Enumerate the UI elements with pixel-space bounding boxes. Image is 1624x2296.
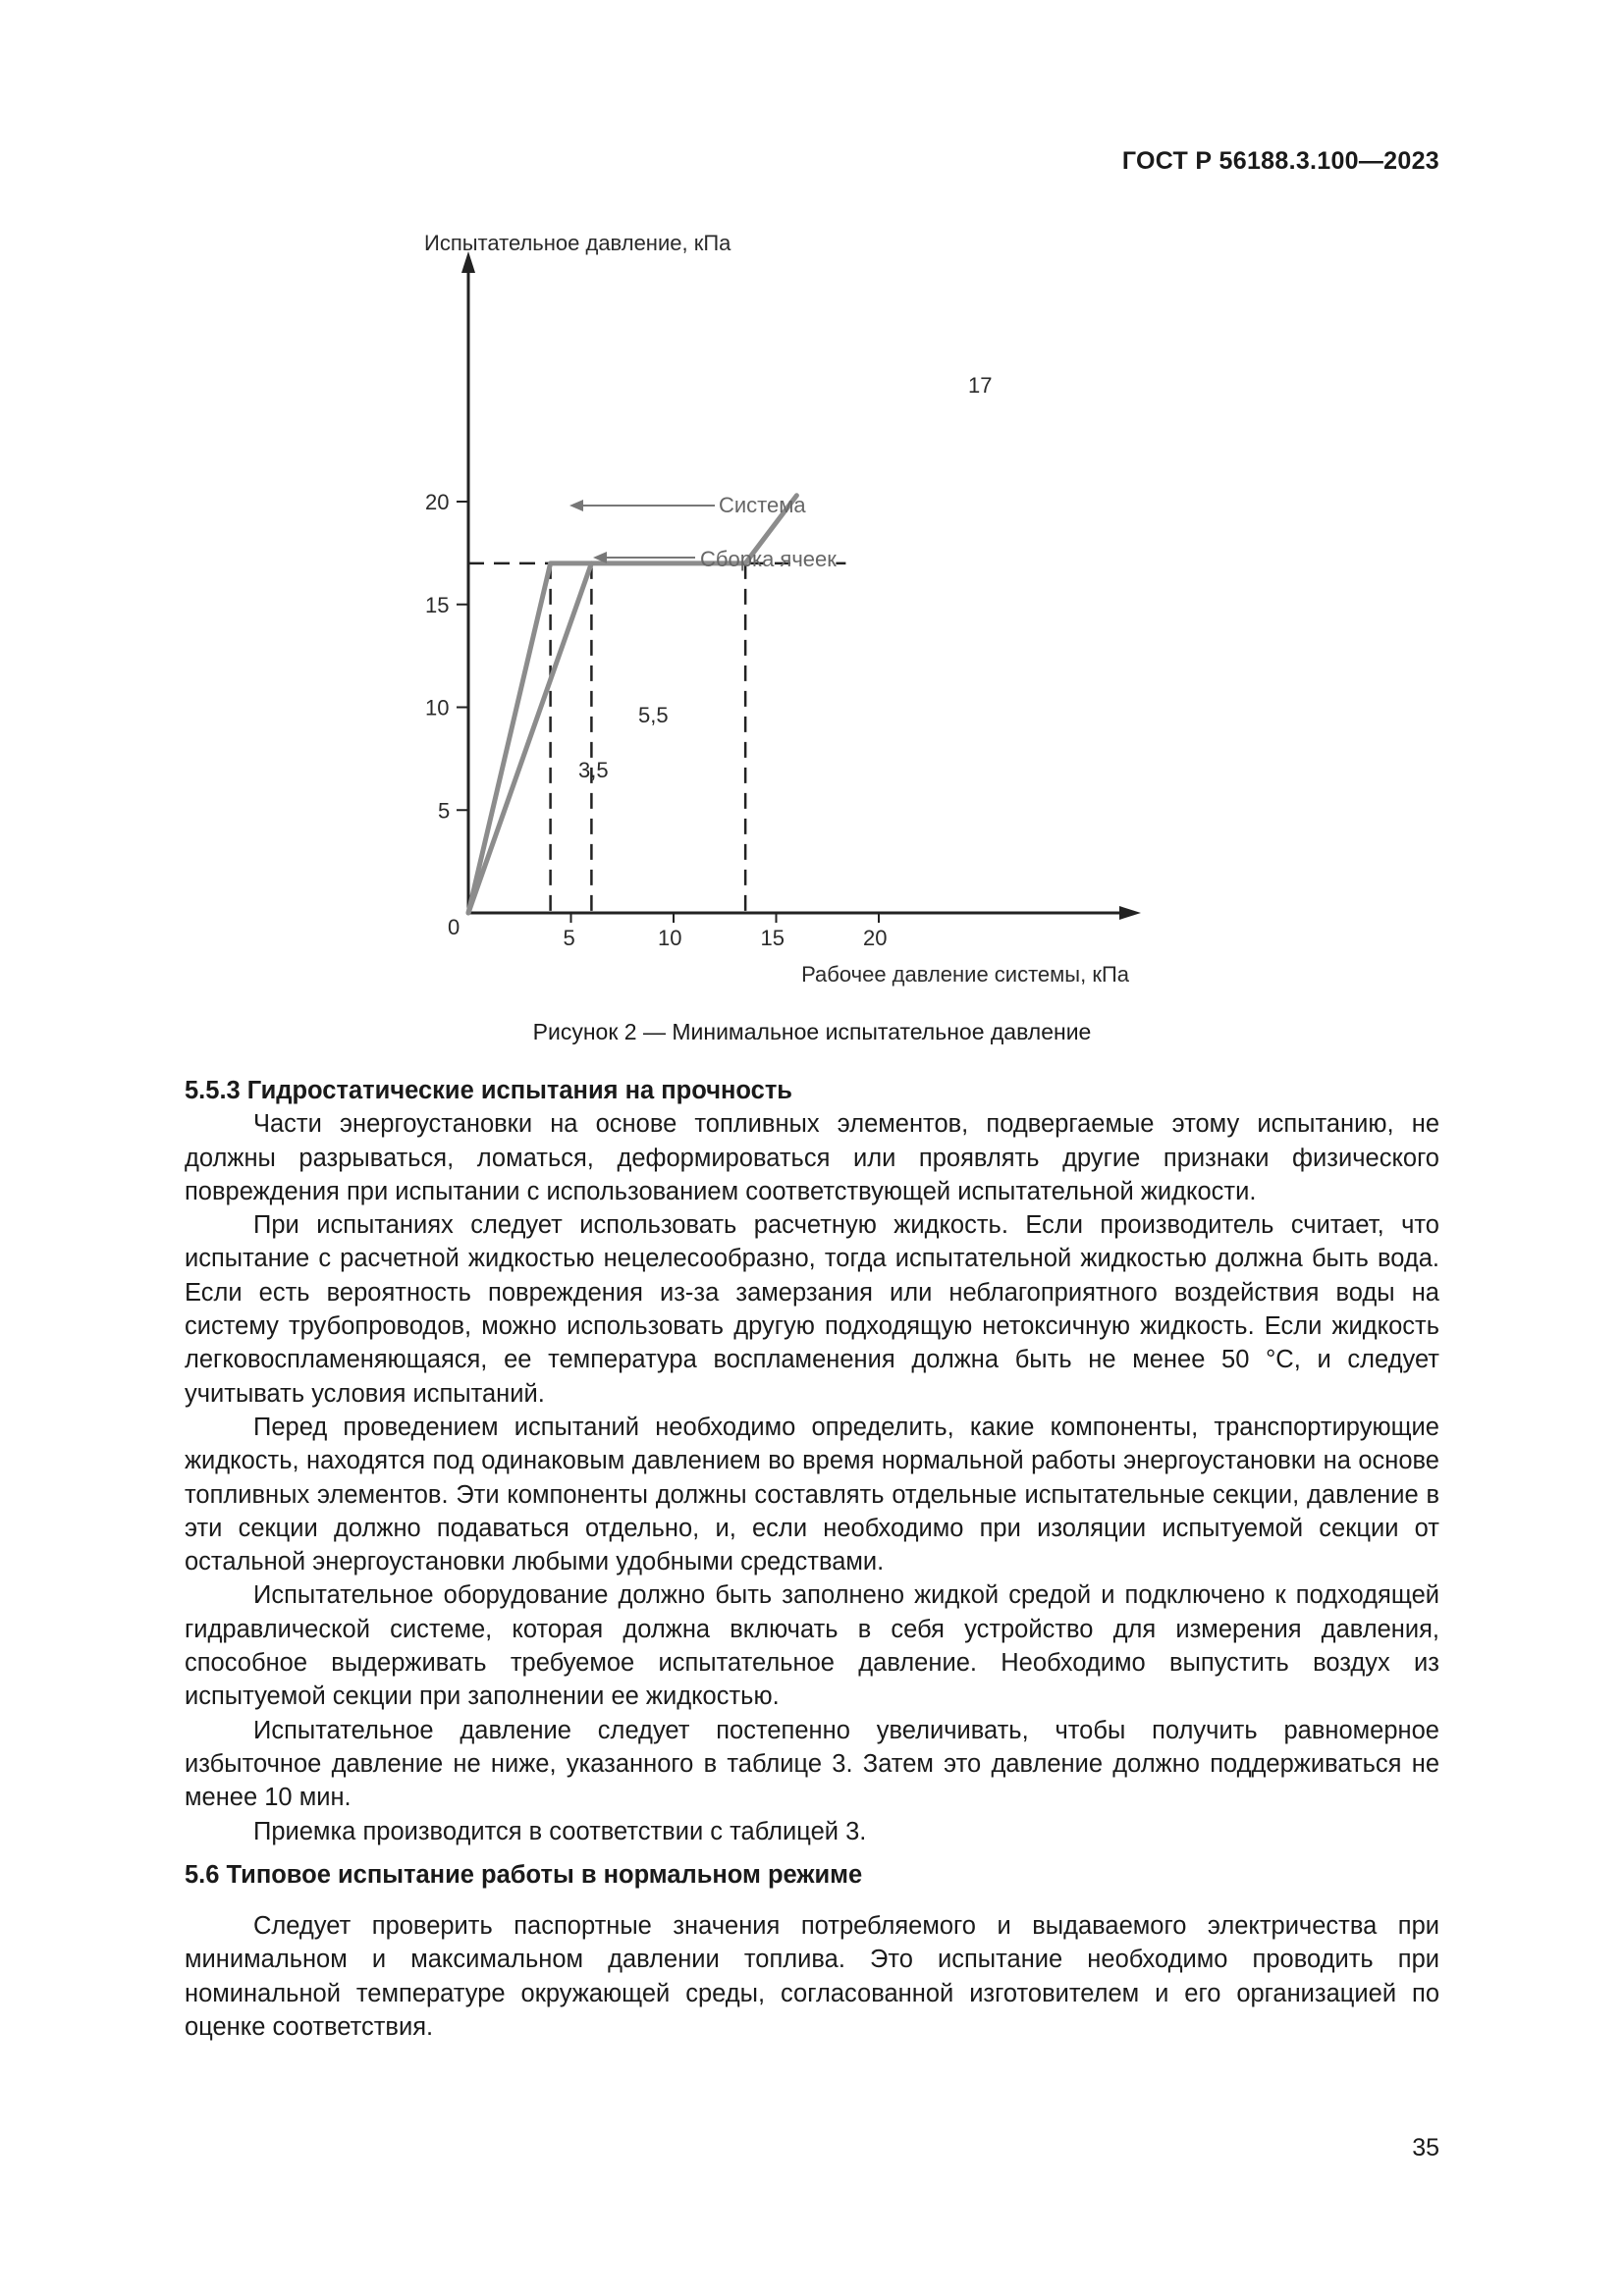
level-17-label: 17 — [968, 373, 993, 398]
document-code: ГОСТ Р 56188.3.100—2023 — [1121, 147, 1439, 175]
x-tick-label: 5 — [563, 926, 575, 950]
origin-label: 0 — [448, 915, 460, 939]
figure-caption: Рисунок 2 — Минимальное испытательное давление — [532, 1019, 1092, 1044]
y-tick-label: 20 — [425, 490, 450, 514]
section-5-5-3-paragraph: При испытаниях следует использовать расчетную жидкость. Если производитель считает, что испытание с расчетной жидкостью нецелесообразно, тогда испытательной жидкостью должна быть вода. Если есть вероятность повреждения из-за замерзания или неблагоприятного воздействия воды на систему трубопроводов, можно использовать другую подходящую нетоксичную жидкость. Если жидкость легковоспламеняющаяся, ее температура воспламенения должна быть не менее 50 °С, и следует учитывать условия испытаний. — [185, 1211, 1439, 1408]
y-tick-label: 15 — [425, 592, 450, 617]
section-5-5-3-paragraph: Части энергоустановки на основе топливных элементов, подвергаемые этому испытанию, не должны разрываться, ломаться, деформироваться или проявлять другие признаки физического повреждения при испытании с использованием соответствующей испытательной жидкости. — [185, 1110, 1439, 1205]
pressure-chart — [0, 0, 1624, 1011]
section-5-6-heading: 5.6 Типовое испытание работы в нормальном режиме — [185, 1860, 863, 1889]
section-5-5-3-paragraph: Испытательное давление следует постепенно увеличивать, чтобы получить равномерное избыточное давление не ниже, указанного в таблице 3. Затем это давление должно поддерживаться не менее 10 мин. — [185, 1716, 1439, 1812]
section-5-5-3-paragraph: Перед проведением испытаний необходимо определить, какие компоненты, транспортирующие жидкость, находятся под одинаковым давлением во время нормальной работы энергоустановки на основе топливных элементов. Эти компоненты должны составлять отдельные испытательные секции, давление в эти секции должно подаваться отдельно, и, если необходимо при изоляции испытуемой секции от остальной энергоустановки любыми удобными средствами. — [185, 1413, 1439, 1576]
legend-system-label: Система — [719, 493, 806, 517]
x-axis-arrow — [1119, 906, 1141, 920]
section-5-6-paragraph: Следует проверить паспортные значения потребляемого и выдаваемого электричества при минимальном и максимальном давлении топлива. Это испытание необходимо проводить при номинальной температуре окружающей среды, согласованной изготовителем и его организацией по оценке соответствия. — [185, 1912, 1439, 2042]
y-tick-label: 10 — [425, 695, 450, 721]
y-axis-label: Испытательное давление, кПа — [424, 231, 731, 255]
x-ref-3.5-label: 3,5 — [578, 758, 609, 782]
x-tick-label: 10 — [658, 926, 682, 950]
chart-axes — [461, 251, 1141, 920]
legend-cells-label: Сборка ячеек — [700, 547, 837, 571]
section-5-5-3-paragraph: Испытательное оборудование должно быть заполнено жидкой средой и подключено к подходящей гидравлической системе, которая должна включать в себя устройство для измерения давления, способное выдерживать требуемое испытательное давление. Необходимо выпустить воздух из испытуемой секции при заполнении ее жидкостью. — [185, 1581, 1439, 1711]
y-tick-label: 5 — [438, 798, 451, 824]
body-text — [185, 1074, 1439, 2044]
x-tick-label: 15 — [760, 926, 785, 950]
x-ref-5.5-label: 5,5 — [638, 703, 669, 727]
section-5-5-3-paragraph: Приемка производится в соответствии с таблицей 3. — [253, 1817, 867, 1845]
section-5-5-3-heading: 5.5.3 Гидростатические испытания на прочность — [185, 1077, 792, 1104]
system-pointer-arrow — [569, 500, 583, 511]
series-line-cells — [468, 563, 591, 913]
x-tick-label: 20 — [863, 926, 888, 950]
page-number: 35 — [1412, 2134, 1439, 2162]
x-axis-label: Рабочее давление системы, кПа — [801, 962, 1129, 987]
